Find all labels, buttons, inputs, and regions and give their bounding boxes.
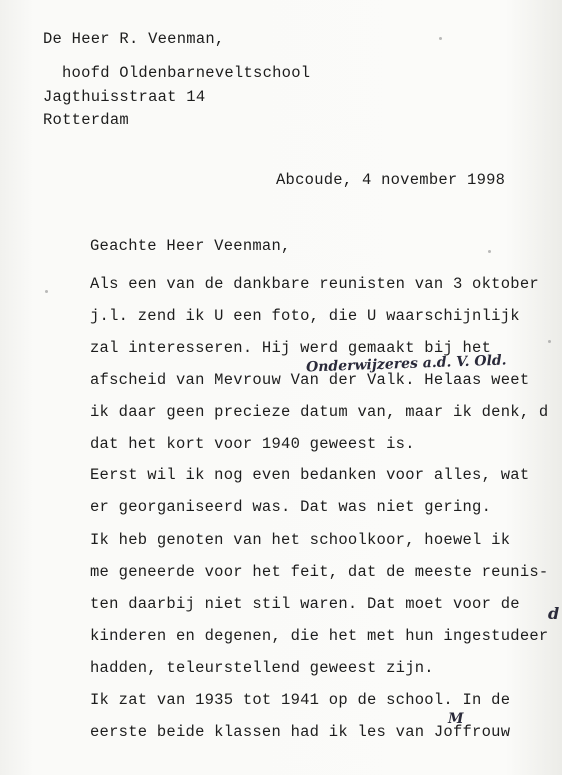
- body-line-10: me geneerde voor het feit, dat de meeste reunis-: [90, 563, 549, 581]
- paper-speck: [45, 290, 48, 293]
- body-line-11: ten daarbij niet stil waren. Dat moet voor de: [90, 595, 520, 613]
- body-line-6: dat het kort voor 1940 geweest is.: [90, 435, 415, 453]
- body-line-2: j.l. zend ik U een foto, die U waarschijnlijk: [90, 307, 520, 325]
- body-line-13: hadden, teleurstellend geweest zijn.: [90, 659, 434, 677]
- body-line-8: er georganiseerd was. Dat was niet gering.: [90, 498, 492, 516]
- body-line-1: Als een van de dankbare reunisten van 3 oktober: [90, 275, 539, 293]
- paper-speck: [488, 250, 491, 253]
- paper-speck: [439, 37, 442, 40]
- handwritten-correction-m: M: [448, 711, 464, 727]
- body-line-9: Ik heb genoten van het schoolkoor, hoewel ik: [90, 531, 511, 549]
- body-line-3: zal interesseren. Hij werd gemaakt bij het: [90, 339, 492, 357]
- body-line-14: Ik zat van 1935 tot 1941 op de school. In de: [90, 691, 511, 709]
- handwritten-insertion: Onderwijzeres a.d. V. Old.: [305, 352, 507, 376]
- recipient-role: hoofd Oldenbarneveltschool: [62, 64, 311, 82]
- recipient-name: De Heer R. Veenman,: [43, 30, 225, 48]
- paper-speck: [548, 340, 551, 343]
- salutation: Geachte Heer Veenman,: [90, 237, 291, 255]
- handwritten-correction-d: d: [548, 604, 560, 623]
- body-line-4: afscheid van Mevrouw Van der Valk. Helaas weet: [90, 371, 530, 389]
- body-line-15: eerste beide klassen had ik les van Joffrouw: [90, 723, 511, 741]
- date-line: Abcoude, 4 november 1998: [276, 171, 506, 189]
- body-line-7: Eerst wil ik nog even bedanken voor alles, wat: [90, 466, 530, 484]
- recipient-city: Rotterdam: [43, 111, 129, 129]
- body-line-12: kinderen en degenen, die het met hun ingestudeer: [90, 627, 549, 645]
- recipient-street: Jagthuisstraat 14: [43, 88, 206, 106]
- body-line-5: ik daar geen precieze datum van, maar ik denk, d: [90, 403, 549, 421]
